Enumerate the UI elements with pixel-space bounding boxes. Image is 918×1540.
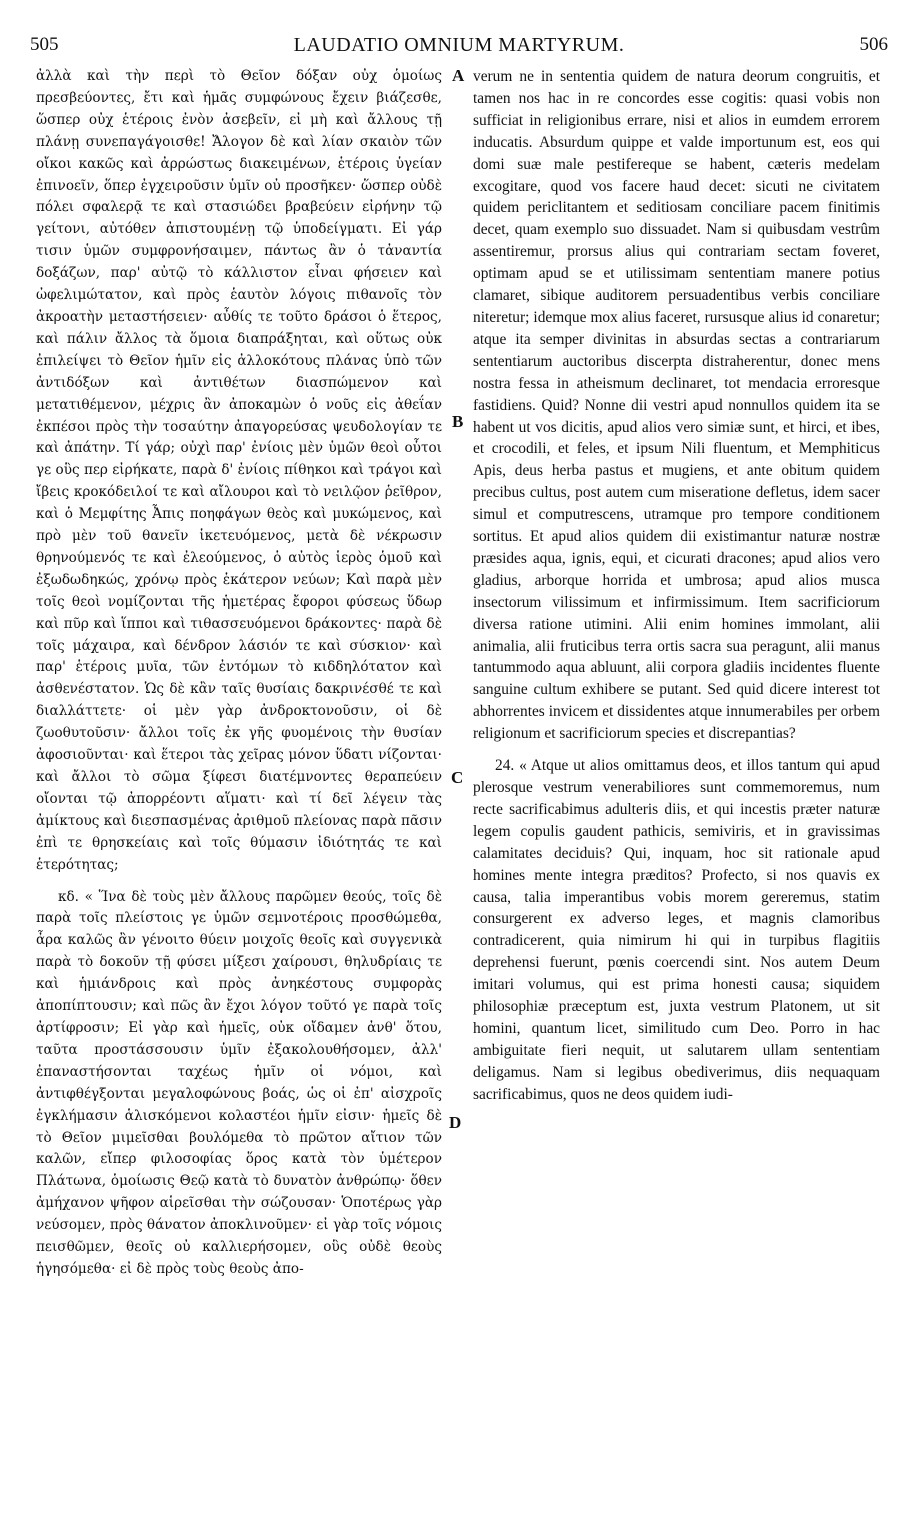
margin-letter-c: C xyxy=(451,768,464,787)
greek-column xyxy=(36,66,442,1281)
page-number-left: 505 xyxy=(30,34,59,55)
greek-paragraph-1: ἀλλὰ καὶ τὴν περὶ τὸ Θεῖον δόξαν οὐχ ὁμοίως πρεσβεύοντες, ἔτι καὶ ἡμᾶς συμφώνους ἔχειν βιάζεσθε, ὥσπερ οὐχ ἑτέροις ἐνὸν ἀσεβεῖν, εἰ μὴ καὶ ἄλλους τῇ πλάνῃ συνεπαγάγοισθε! Ἄλογον δὲ καὶ λίαν σκαιὸν τῶν οἴκοι κακῶς καὶ ἀρρώστως διακειμένων, ἑτέροις ὑγείαν ἐπινοεῖν, ὅπερ ἐγχειροῦσιν ὑμῖν οὐ προσῆκεν· ὥσπερ οὐδὲ πόλει σφαλερᾷ τε καὶ στασιώδει βραβεύειν εἰρήνην τῷ γείτονι, αὐτόθεν ἀπιστουμένῃ τῷ ὑποδείγματι. Εἰ γάρ τισιν ὑμῶν συμφρονήσαιμεν, πάντως ἂν ὁ τἀναντία δοξάζων, παρ' αὐτῷ τὸ κάλλιστον εἶναι φήσειεν καὶ ὠφελιμώτατον, καὶ πρὸς ἑαυτὸν λόγοις πιθανοῖς τὸν ἀκροατὴν μεταστήσειεν· αὖθίς τε τοῦτο δράσοι ὁ ἕτερος, καὶ πάλιν ἄλλος τὰ ὅμοια διαπράξηται, καὶ οὕτως οὐκ ἐπιλείψει τὸ Θεῖον ἡμῖν εἰς ἀλλοκότους πλάνας ὑπὸ τῶν ἀντιδόξων καὶ ἀντιθέτων διασπώμενον καὶ μετατιθέμενον, μέχρις ἂν ἀποκαμὼν ὁ νοῦς εἰς ἀθεΐαν ἐκπέσοι πρὸς τὴν τοσαύτην ἀπαγορεύσας ψευδολογίαν τε καὶ ἀπάτην. Τί γάρ; οὐχὶ παρ' ἐνίοις μὲν ὑμῶν θεοὶ οὗτοι γε οὓς περ εἰρήκατε, παρὰ δ' ἐνίοις πίθηκοι καὶ τράγοι καὶ ἴβεις κροκόδειλοί τε καὶ αἴλουροι καὶ τὸ νειλῷον ῥεῖθρον, καὶ ὁ Μεμφίτης Ἆπις ποηφάγων θεὸς καὶ μυκώμενος, καὶ πρὸ μὲν τοῦ θανεῖν ἱκετευόμενος, μετὰ δὲ νέκρωσιν θρηνούμενός τε καὶ ἐλεούμενος, ὁ αὐτὸς ἱερὸς ὁμοῦ καὶ ἐξωδωδηκώς, χρόνῳ πρὸς ἑκάτερον νεύων; Καὶ παρὰ μὲν τοῖς θεοὶ νομίζονται τῆς ἡμετέρας ἔφοροι φύσεως ὕδωρ καὶ πῦρ καὶ ἵπποι καὶ τιθασσευόμενοι δράκοντες· παρὰ δὲ τοῖς μάχαιρα, καὶ δένδρον λάσιόν τε καὶ σύσκιον· καὶ παρ' ἑτέροις μυῖα, τῶν ἐντόμων τὸ κιδδηλότατον καὶ ἀσθενέστατον. Ὡς δὲ κἂν ταῖς θυσίαις δακρινέσθέ τε καὶ διαλλάττετε· οἱ μὲν γὰρ ἀνδροκτονοῦσιν, οἱ δὲ ζωοθυτοῦσιν· ἄλλοι τοῖς ἐκ γῆς φυομένοις τὴν θυσίαν ἀφοσιοῦνται· καὶ ἕτεροι τὰς χεῖρας μόνον ὕδατι νίζονται· καὶ ἄλλοι τὸ σῶμα ξίφεσι διατέμνοντες θεραπεύειν οἴονται τῷ ἀπορρέοντι αἵματι· καὶ τί δεῖ λέγειν τὰς ἀμίκτους καὶ διεσπασμένας ἀριθμοῦ πλείονας παρὰ πᾶσιν ἐπὶ τε θρησκείαις καὶ τοῖς θύμασιν ἰδιότητάς τε καὶ ἑτερότητας; xyxy=(36,68,442,873)
page-number-right: 506 xyxy=(859,34,888,55)
margin-letter-a: A xyxy=(452,66,465,85)
running-header xyxy=(30,34,888,60)
running-title: LAUDATIO OMNIUM MARTYRUM. xyxy=(293,34,625,56)
latin-column xyxy=(473,66,880,1106)
margin-letter-d: D xyxy=(449,1113,462,1132)
latin-paragraph-2: 24. « Atque ut alios omittamus deos, et illos tantum qui apud plerosque vestrum venerabiliores sunt commemoremus, num recte sacrificabimus adulteris diis, et qui incestis præter naturæ legem copulis gaudent pathicis, semiviris, et in gravissimas calamitates deciduis? Qui, inquam, hoc sit rationale apud homines mente integra præditos? Profecto, si nos quavis ex causa, talia imperantibus vobis morem gereremus, statim consurgerent ex adverso leges, et magnis clamoribus contradicerent, quia nimirum hi qui in turpibus flagitiis deprehensi fuerunt, pœnis coercendi sint. Nos autem Deum imitari volumus, qui est prima honesti causa; siquidem philosophiæ præceptum est, juxta vestrum Platonem, ut sit homini, quantum licet, similitudo cum Deo. Porro in hac ambiguitate fieri nequit, ut salutarem ullam sententiam deligamus. Nam si legibus obediverimus, diis nequaquam sacrificabimus, quos ne deos quidem iudi- xyxy=(473,757,880,1103)
margin-letter-b: B xyxy=(452,412,464,431)
greek-paragraph-2: κδ. « Ἵνα δὲ τοὺς μὲν ἄλλους παρῶμεν θεούς, τοῖς δὲ παρὰ τοῖς πλείστοις γε ὑμῶν σεμνοτέροις προσθώμεθα, ἆρα καλῶς ἂν γένοιτο θύειν μοιχοῖς θεοῖς καὶ συγγενικὰ παρὰ τὸ δοκοῦν τῇ φύσει μίξεσι χαίρουσι, θηλυδρίαις τε καὶ ἡμιάνδροις καὶ πρὸς ἀνηκέστους συμφορὰς ἀποπίπτουσιν; καὶ πῶς ἂν ἔχοι λόγον τοῦτό γε παρὰ τοῖς ἀρτίφροσιν; Εἰ γὰρ καὶ ἡμεῖς, οὐκ οἴδαμεν ἀνθ' ὅτου, ταῦτα προστάσσουσιν ὑμῖν ἐξακολουθήσομεν, ἀλλ' ἐπαναστήσονται ταχέως ἡμῖν οἱ νόμοι, καὶ ἀντιφθέγξονται μεγαλοφώνους βοάς, ὡς οἱ ἐπ' αἰσχροῖς ἐγκλήμασιν ἁλισκόμενοι κολαστέοι ἡμῖν εἰσιν· ἡμεῖς δὲ τὸ Θεῖον μιμεῖσθαι βουλόμεθα τὸ πρῶτον αἴτιον τῶν καλῶν, εἴπερ φιλοσοφίας ὅρος κατὰ τὸν ὑμέτερον Πλάτωνα, ὁμοίωσις Θεῷ κατὰ τὸ δυνατὸν ἀνθρώπῳ· ὅθεν ἀμήχανον ψῆφον αἱρεῖσθαι τὴν σώζουσαν· Ὁποτέρως γὰρ νεύσομεν, πρὸς θάνατον ἀποκλινοῦμεν· εἰ γὰρ τοῖς νόμοις πεισθῶμεν, θεοῖς οὐ καλλιερήσομεν, οὓς οὐδὲ θεοὺς ἡγησόμεθα· εἰ δὲ πρὸς τοὺς θεοὺς ἀπο- xyxy=(36,888,442,1277)
latin-paragraph-1: verum ne in sententia quidem de natura deorum congruitis, et tamen nos hac in re concordes esse cogitis: quasi vobis non sufficiat in religionibus errare, nisi et alios in eumdem errorem inducatis. Absurdum quippe et valde importunum est, eos qui domi suæ male pestifereque se habent, cæteris medelam excogitare, quod vos facere haud decet: sicuti ne civitatem quidem periclitantem et seditiosam conciliare pacem finitimis decet, quam exemplo suo dissuadet. Nam si quibusdam vestrûm assentiremur, prorsus alius qui contrariam sectam foveret, optimam apud se et utilissimam sententiam manere potius clamaret, sibique auditorem persuadentibus verbis conciliare niteretur; idemque mox alius faceret, rursusque alius id conaretur; atque ita semper divinitas in absurdas sectas a contrariarum sententiarum auctoribus discerpta distraherentur, donec mens nostra fessa in atheismum declinaret, tot mendacia erroresque fastidiens. Quid? Nonne dii vestri apud nonnullos quidem ita se habent ut vos dicitis, apud alios vero simiæ sunt, et hirci, et ibes, et crocodili, et feles, et ipsum Nili fluentum, et Memphiticus Apis, deus herba pastus et mugiens, et ante obitum quidem precibus cultus, post autem cum miseratione defletus, idem sacer simul et computrescens, utramque pro tempore conditionem sortitus. Et apud alios quidem dii existimantur naturæ nostræ præsides aqua, ignis, equi, et cicurati dracones; apud alios vero gladius, arborque horrida et umbrosa; apud alios musca insectorum vilissimum et infirmissimum. Item sacrificiorum diversa ratione utimini. Alii enim homines immolant, alii animalia, alii fruticibus terra ortis sacra sua peragunt, alii manus tantummodo aqua abluunt, alii corpora gladiis incidentes fluente sanguine cultum exhibere se putant. Sed quid dicere interest tot abhorrentes invicem et dissidentes atque innumerabiles per orbem religionum et sacrificiorum species et discrepantias? xyxy=(473,68,880,743)
